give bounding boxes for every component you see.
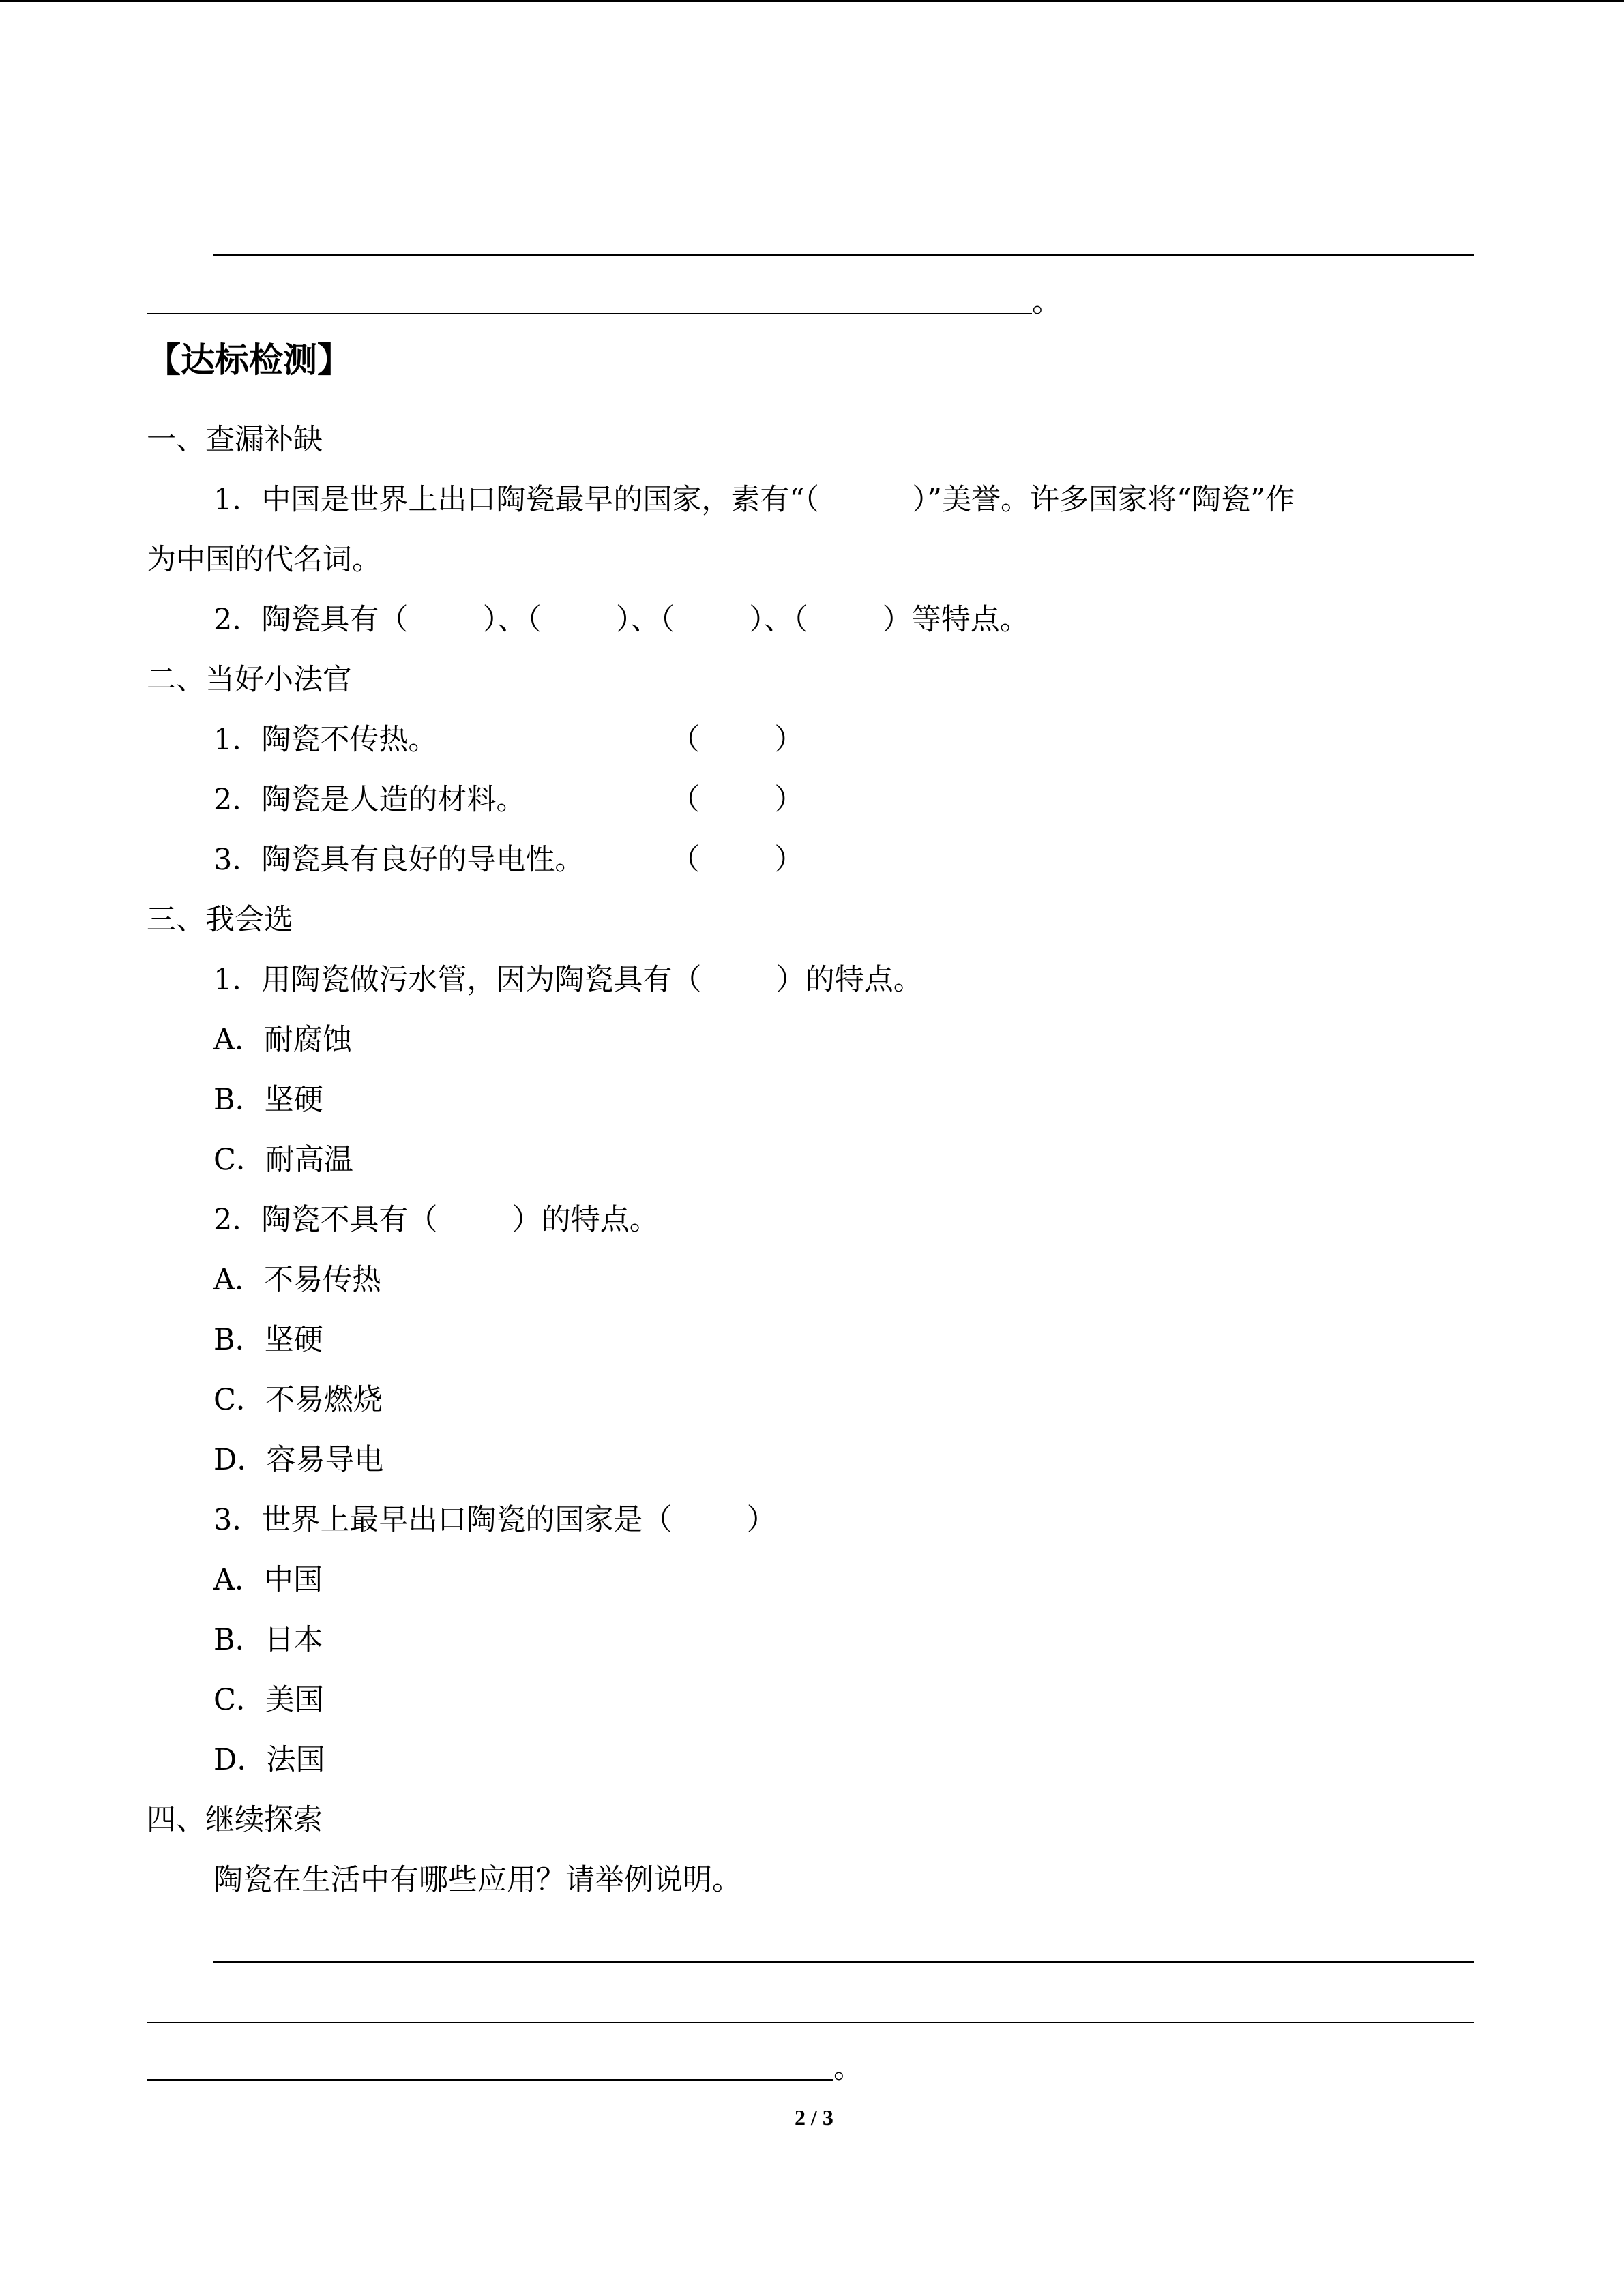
option: B．日本 (213, 1623, 323, 1657)
question-line: 为中国的代名词。 (147, 543, 381, 577)
section-title: 三、我会选 (147, 903, 293, 937)
answer-line (213, 254, 1474, 256)
question-stem: 1．用陶瓷做污水管，因为陶瓷具有（ ）的特点。 (213, 963, 923, 997)
end-mark: 。 (1032, 285, 1061, 319)
option: B．坚硬 (213, 1323, 323, 1357)
option: D．法国 (213, 1743, 325, 1777)
option: C．美国 (213, 1683, 324, 1717)
answer-line (147, 2022, 1474, 2023)
page-top-border (0, 0, 1624, 2)
option: B．坚硬 (213, 1083, 323, 1117)
question-prompt: 陶瓷在生活中有哪些应用？请举例说明。 (213, 1863, 741, 1897)
end-mark: 。 (833, 2051, 863, 2085)
section-title: 一、查漏补缺 (147, 423, 323, 457)
option: A．不易传热 (213, 1263, 382, 1297)
question-stem: 2．陶瓷不具有（ ）的特点。 (213, 1203, 659, 1237)
option: C．耐高温 (213, 1143, 353, 1177)
judgement-item: 1．陶瓷不传热。 (213, 723, 438, 757)
section-title: 二、当好小法官 (147, 663, 352, 697)
answer-line (147, 313, 1032, 314)
option: A．中国 (213, 1563, 323, 1597)
answer-bracket: （ ） (670, 783, 804, 817)
page-number: 2 / 3 (795, 2105, 833, 2130)
section-heading: 【达标检测】 (147, 340, 351, 380)
option: C．不易燃烧 (213, 1383, 383, 1417)
judgement-item: 2．陶瓷是人造的材料。 (213, 783, 526, 817)
question-line: 1．中国是世界上出口陶瓷最早的国家，素有“（ ）”美誉。许多国家将“陶瓷”作 (213, 483, 1295, 517)
answer-bracket: （ ） (670, 843, 804, 877)
answer-bracket: （ ） (670, 723, 804, 757)
judgement-item: 3．陶瓷具有良好的导电性。 (213, 843, 585, 877)
section-title: 四、继续探索 (147, 1803, 323, 1837)
question-line: 2．陶瓷具有（ ）、（ ）、（ ）、（ ）等特点。 (213, 603, 1029, 637)
option: A．耐腐蚀 (213, 1023, 353, 1057)
question-stem: 3．世界上最早出口陶瓷的国家是（ ） (213, 1503, 776, 1537)
option: D．容易导电 (213, 1443, 384, 1477)
answer-line (213, 1961, 1474, 1963)
answer-line (147, 2079, 833, 2081)
